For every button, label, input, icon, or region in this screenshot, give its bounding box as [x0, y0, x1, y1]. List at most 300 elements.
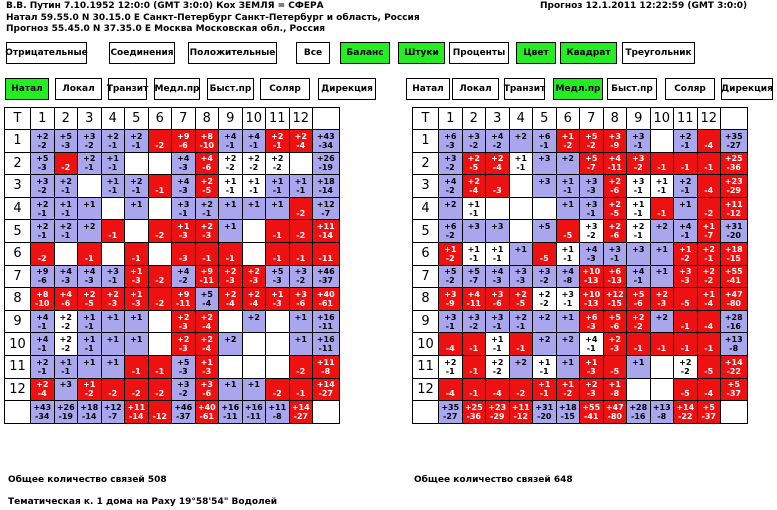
totals-cell-11[interactable] — [266, 401, 290, 424]
house-2-cell-7[interactable] — [172, 152, 196, 175]
house-12-cell-3[interactable] — [486, 378, 510, 401]
house-1-cell-10[interactable] — [650, 130, 674, 153]
house-2-cell-5[interactable] — [125, 152, 149, 175]
house-9-cell-12[interactable] — [289, 310, 313, 333]
house-3-cell-9[interactable] — [627, 175, 651, 198]
house-3-cell-10[interactable] — [242, 175, 266, 198]
house-11-cell-13[interactable] — [313, 355, 340, 378]
house-4-cell-3[interactable] — [486, 197, 510, 220]
house-12-cell-8[interactable] — [195, 378, 219, 401]
house-6-cell-13[interactable] — [313, 242, 340, 265]
house-1-cell-3[interactable] — [486, 130, 510, 153]
house-4-cell-11[interactable] — [266, 197, 290, 220]
house-7-cell-4[interactable] — [509, 265, 533, 288]
house-11-cell-6[interactable] — [556, 355, 580, 378]
house-12-cell-1[interactable] — [439, 378, 463, 401]
house-6-cell-7[interactable] — [172, 242, 196, 265]
house-4-cell-6[interactable] — [556, 197, 580, 220]
house-1-cell-10[interactable] — [242, 130, 266, 153]
house-1-cell-12[interactable] — [289, 130, 313, 153]
house-10-cell-12[interactable] — [289, 333, 313, 356]
house-2-cell-11[interactable] — [266, 152, 290, 175]
house-5-cell-1[interactable] — [31, 220, 55, 243]
house-3-cell-4[interactable] — [101, 175, 125, 198]
right-chart-button-6[interactable]: Соляр — [665, 78, 715, 100]
house-3-cell-7[interactable] — [580, 175, 604, 198]
house-11-cell-3[interactable] — [486, 355, 510, 378]
house-4-cell-8[interactable] — [603, 197, 627, 220]
house-5-cell-6[interactable] — [556, 220, 580, 243]
filter-button-5[interactable]: Баланс — [340, 42, 390, 64]
totals-cell-12[interactable] — [697, 401, 721, 424]
house-8-cell-2[interactable] — [54, 288, 78, 311]
house-12-cell-2[interactable] — [462, 378, 486, 401]
house-11-cell-5[interactable] — [125, 355, 149, 378]
house-6-cell-11[interactable] — [674, 242, 698, 265]
house-9-cell-10[interactable] — [650, 310, 674, 333]
house-9-cell-2[interactable] — [54, 310, 78, 333]
house-6-cell-1[interactable] — [31, 242, 55, 265]
house-12-cell-12[interactable] — [289, 378, 313, 401]
house-9-cell-10[interactable] — [242, 310, 266, 333]
house-4-cell-8[interactable] — [195, 197, 219, 220]
house-6-cell-12[interactable] — [289, 242, 313, 265]
house-5-cell-11[interactable] — [266, 220, 290, 243]
house-3-cell-7[interactable] — [172, 175, 196, 198]
totals-cell-3[interactable] — [78, 401, 102, 424]
house-2-cell-13[interactable] — [313, 152, 340, 175]
house-5-cell-12[interactable] — [289, 220, 313, 243]
house-11-cell-2[interactable] — [54, 355, 78, 378]
house-5-cell-13[interactable] — [313, 220, 340, 243]
house-2-cell-10[interactable] — [650, 152, 674, 175]
house-7-cell-6[interactable] — [148, 265, 172, 288]
totals-cell-4[interactable] — [509, 401, 533, 424]
house-9-cell-11[interactable] — [266, 310, 290, 333]
house-3-cell-12[interactable] — [289, 175, 313, 198]
house-8-cell-3[interactable] — [78, 288, 102, 311]
house-2-cell-6[interactable] — [556, 152, 580, 175]
house-12-cell-12[interactable] — [697, 378, 721, 401]
house-2-cell-10[interactable] — [242, 152, 266, 175]
house-12-cell-8[interactable] — [603, 378, 627, 401]
house-9-cell-1[interactable] — [31, 310, 55, 333]
house-6-cell-5[interactable] — [125, 242, 149, 265]
house-12-cell-6[interactable] — [556, 378, 580, 401]
house-2-cell-3[interactable] — [486, 152, 510, 175]
house-2-cell-6[interactable] — [148, 152, 172, 175]
house-1-cell-4[interactable] — [509, 130, 533, 153]
house-2-cell-9[interactable] — [219, 152, 243, 175]
house-5-cell-4[interactable] — [509, 220, 533, 243]
house-6-cell-6[interactable] — [556, 242, 580, 265]
house-1-cell-5[interactable] — [533, 130, 557, 153]
house-1-cell-7[interactable] — [580, 130, 604, 153]
house-1-cell-2[interactable] — [54, 130, 78, 153]
house-12-cell-13[interactable] — [313, 378, 340, 401]
house-6-cell-6[interactable] — [148, 242, 172, 265]
house-1-cell-12[interactable] — [697, 130, 721, 153]
house-8-cell-6[interactable] — [556, 288, 580, 311]
house-10-cell-9[interactable] — [627, 333, 651, 356]
totals-cell-9[interactable] — [627, 401, 651, 424]
house-11-cell-11[interactable] — [266, 355, 290, 378]
house-9-cell-5[interactable] — [125, 310, 149, 333]
house-12-cell-6[interactable] — [148, 378, 172, 401]
house-6-cell-8[interactable] — [603, 242, 627, 265]
house-3-cell-2[interactable] — [462, 175, 486, 198]
house-9-cell-7[interactable] — [580, 310, 604, 333]
house-8-cell-8[interactable] — [603, 288, 627, 311]
house-8-cell-12[interactable] — [289, 288, 313, 311]
house-4-cell-5[interactable] — [125, 197, 149, 220]
house-9-cell-12[interactable] — [697, 310, 721, 333]
house-4-cell-5[interactable] — [533, 197, 557, 220]
house-3-cell-10[interactable] — [650, 175, 674, 198]
house-9-cell-7[interactable] — [172, 310, 196, 333]
house-11-cell-11[interactable] — [674, 355, 698, 378]
house-7-cell-8[interactable] — [603, 265, 627, 288]
house-10-cell-5[interactable] — [533, 333, 557, 356]
house-1-cell-11[interactable] — [674, 130, 698, 153]
house-5-cell-7[interactable] — [172, 220, 196, 243]
house-8-cell-11[interactable] — [674, 288, 698, 311]
totals-cell-4[interactable] — [101, 401, 125, 424]
house-3-cell-5[interactable] — [533, 175, 557, 198]
filter-button-1[interactable]: Отрицательные — [6, 42, 87, 64]
house-3-cell-1[interactable] — [439, 175, 463, 198]
house-11-cell-13[interactable] — [721, 355, 748, 378]
house-8-cell-11[interactable] — [266, 288, 290, 311]
house-12-cell-5[interactable] — [125, 378, 149, 401]
house-2-cell-8[interactable] — [195, 152, 219, 175]
house-3-cell-9[interactable] — [219, 175, 243, 198]
house-7-cell-7[interactable] — [580, 265, 604, 288]
house-11-cell-12[interactable] — [697, 355, 721, 378]
house-11-cell-5[interactable] — [533, 355, 557, 378]
house-10-cell-2[interactable] — [54, 333, 78, 356]
house-6-cell-8[interactable] — [195, 242, 219, 265]
house-2-cell-1[interactable] — [439, 152, 463, 175]
house-12-cell-7[interactable] — [580, 378, 604, 401]
house-1-cell-8[interactable] — [195, 130, 219, 153]
house-9-cell-5[interactable] — [533, 310, 557, 333]
house-2-cell-1[interactable] — [31, 152, 55, 175]
house-7-cell-1[interactable] — [439, 265, 463, 288]
house-11-cell-6[interactable] — [148, 355, 172, 378]
house-4-cell-12[interactable] — [697, 197, 721, 220]
house-12-cell-2[interactable] — [54, 378, 78, 401]
house-5-cell-9[interactable] — [627, 220, 651, 243]
house-8-cell-5[interactable] — [125, 288, 149, 311]
house-5-cell-6[interactable] — [148, 220, 172, 243]
house-12-cell-5[interactable] — [533, 378, 557, 401]
house-4-cell-3[interactable] — [78, 197, 102, 220]
house-6-cell-2[interactable] — [462, 242, 486, 265]
house-8-cell-10[interactable] — [650, 288, 674, 311]
house-6-cell-4[interactable] — [509, 242, 533, 265]
house-10-cell-4[interactable] — [101, 333, 125, 356]
house-10-cell-8[interactable] — [195, 333, 219, 356]
house-7-cell-2[interactable] — [462, 265, 486, 288]
house-8-cell-4[interactable] — [509, 288, 533, 311]
filter-button-4[interactable]: Все — [296, 42, 330, 64]
house-9-cell-9[interactable] — [219, 310, 243, 333]
house-5-cell-7[interactable] — [580, 220, 604, 243]
house-2-cell-3[interactable] — [78, 152, 102, 175]
right-chart-button-7[interactable]: Дирекция — [721, 78, 773, 100]
house-1-cell-13[interactable] — [313, 130, 340, 153]
house-6-cell-3[interactable] — [486, 242, 510, 265]
house-5-cell-2[interactable] — [54, 220, 78, 243]
house-5-cell-5[interactable] — [533, 220, 557, 243]
house-7-cell-3[interactable] — [78, 265, 102, 288]
house-11-cell-2[interactable] — [462, 355, 486, 378]
right-chart-button-4[interactable]: Медл.пр — [553, 78, 603, 100]
house-5-cell-11[interactable] — [674, 220, 698, 243]
house-8-cell-9[interactable] — [627, 288, 651, 311]
house-8-cell-1[interactable] — [439, 288, 463, 311]
house-12-cell-7[interactable] — [172, 378, 196, 401]
filter-button-2[interactable]: Соединения — [109, 42, 175, 64]
house-7-cell-10[interactable] — [650, 265, 674, 288]
filter-button-7[interactable]: Проценты — [449, 42, 509, 64]
house-6-cell-10[interactable] — [650, 242, 674, 265]
house-7-cell-11[interactable] — [674, 265, 698, 288]
house-3-cell-8[interactable] — [195, 175, 219, 198]
house-3-cell-13[interactable] — [313, 175, 340, 198]
house-7-cell-13[interactable] — [313, 265, 340, 288]
house-11-cell-1[interactable] — [439, 355, 463, 378]
house-4-cell-4[interactable] — [101, 197, 125, 220]
house-10-cell-10[interactable] — [650, 333, 674, 356]
filter-button-8[interactable]: Цвет — [516, 42, 556, 64]
house-3-cell-13[interactable] — [721, 175, 748, 198]
house-10-cell-13[interactable] — [313, 333, 340, 356]
house-1-cell-11[interactable] — [266, 130, 290, 153]
house-4-cell-2[interactable] — [462, 197, 486, 220]
house-7-cell-2[interactable] — [54, 265, 78, 288]
house-6-cell-1[interactable] — [439, 242, 463, 265]
house-1-cell-1[interactable] — [31, 130, 55, 153]
filter-button-3[interactable]: Положительные — [188, 42, 277, 64]
house-6-cell-13[interactable] — [721, 242, 748, 265]
house-9-cell-13[interactable] — [721, 310, 748, 333]
house-10-cell-5[interactable] — [125, 333, 149, 356]
house-12-cell-1[interactable] — [31, 378, 55, 401]
house-3-cell-6[interactable] — [556, 175, 580, 198]
house-2-cell-12[interactable] — [289, 152, 313, 175]
house-4-cell-11[interactable] — [674, 197, 698, 220]
house-10-cell-3[interactable] — [78, 333, 102, 356]
house-3-cell-11[interactable] — [266, 175, 290, 198]
house-11-cell-3[interactable] — [78, 355, 102, 378]
house-3-cell-6[interactable] — [148, 175, 172, 198]
house-10-cell-11[interactable] — [674, 333, 698, 356]
left-chart-button-3[interactable]: Транзит — [108, 78, 147, 100]
house-6-cell-9[interactable] — [627, 242, 651, 265]
house-10-cell-7[interactable] — [580, 333, 604, 356]
house-10-cell-1[interactable] — [31, 333, 55, 356]
house-10-cell-12[interactable] — [697, 333, 721, 356]
house-2-cell-2[interactable] — [462, 152, 486, 175]
house-11-cell-4[interactable] — [509, 355, 533, 378]
right-chart-button-2[interactable]: Локал — [452, 78, 499, 100]
house-9-cell-6[interactable] — [148, 310, 172, 333]
house-5-cell-10[interactable] — [650, 220, 674, 243]
house-8-cell-10[interactable] — [242, 288, 266, 311]
house-10-cell-4[interactable] — [509, 333, 533, 356]
house-2-cell-9[interactable] — [627, 152, 651, 175]
house-6-cell-7[interactable] — [580, 242, 604, 265]
totals-cell-13[interactable] — [313, 401, 340, 424]
totals-cell-7[interactable] — [172, 401, 196, 424]
house-9-cell-4[interactable] — [101, 310, 125, 333]
house-7-cell-12[interactable] — [697, 265, 721, 288]
left-chart-button-1[interactable]: Натал — [5, 78, 49, 100]
house-2-cell-4[interactable] — [101, 152, 125, 175]
house-4-cell-7[interactable] — [172, 197, 196, 220]
house-9-cell-8[interactable] — [603, 310, 627, 333]
house-12-cell-4[interactable] — [509, 378, 533, 401]
house-3-cell-2[interactable] — [54, 175, 78, 198]
right-chart-button-3[interactable]: Транзит — [504, 78, 545, 100]
house-12-cell-3[interactable] — [78, 378, 102, 401]
house-8-cell-13[interactable] — [313, 288, 340, 311]
house-9-cell-3[interactable] — [486, 310, 510, 333]
house-1-cell-3[interactable] — [78, 130, 102, 153]
totals-cell-2[interactable] — [54, 401, 78, 424]
house-11-cell-4[interactable] — [101, 355, 125, 378]
totals-cell-13[interactable] — [721, 401, 748, 424]
house-11-cell-12[interactable] — [289, 355, 313, 378]
house-1-cell-5[interactable] — [125, 130, 149, 153]
totals-cell-9[interactable] — [219, 401, 243, 424]
house-4-cell-13[interactable] — [721, 197, 748, 220]
house-11-cell-9[interactable] — [627, 355, 651, 378]
totals-cell-1[interactable] — [31, 401, 55, 424]
house-9-cell-6[interactable] — [556, 310, 580, 333]
house-11-cell-7[interactable] — [580, 355, 604, 378]
house-11-cell-7[interactable] — [172, 355, 196, 378]
house-5-cell-12[interactable] — [697, 220, 721, 243]
house-3-cell-1[interactable] — [31, 175, 55, 198]
house-2-cell-4[interactable] — [509, 152, 533, 175]
house-4-cell-6[interactable] — [148, 197, 172, 220]
house-3-cell-4[interactable] — [509, 175, 533, 198]
house-4-cell-1[interactable] — [439, 197, 463, 220]
house-6-cell-9[interactable] — [219, 242, 243, 265]
house-12-cell-4[interactable] — [101, 378, 125, 401]
totals-cell-1[interactable] — [439, 401, 463, 424]
house-10-cell-10[interactable] — [242, 333, 266, 356]
totals-cell-8[interactable] — [603, 401, 627, 424]
house-1-cell-6[interactable] — [556, 130, 580, 153]
filter-button-6[interactable]: Штуки — [398, 42, 445, 64]
house-6-cell-10[interactable] — [242, 242, 266, 265]
house-7-cell-6[interactable] — [556, 265, 580, 288]
house-4-cell-10[interactable] — [650, 197, 674, 220]
house-7-cell-9[interactable] — [219, 265, 243, 288]
house-3-cell-5[interactable] — [125, 175, 149, 198]
house-11-cell-9[interactable] — [219, 355, 243, 378]
house-10-cell-9[interactable] — [219, 333, 243, 356]
house-9-cell-9[interactable] — [627, 310, 651, 333]
house-2-cell-13[interactable] — [721, 152, 748, 175]
right-chart-button-1[interactable]: Натал — [406, 78, 450, 100]
house-10-cell-6[interactable] — [148, 333, 172, 356]
house-5-cell-10[interactable] — [242, 220, 266, 243]
house-9-cell-13[interactable] — [313, 310, 340, 333]
house-2-cell-11[interactable] — [674, 152, 698, 175]
house-6-cell-11[interactable] — [266, 242, 290, 265]
totals-cell-6[interactable] — [556, 401, 580, 424]
house-7-cell-13[interactable] — [721, 265, 748, 288]
left-chart-button-7[interactable]: Дирекция — [318, 78, 376, 100]
house-2-cell-12[interactable] — [697, 152, 721, 175]
left-chart-button-5[interactable]: Быст.пр — [207, 78, 254, 100]
right-chart-button-5[interactable]: Быст.пр — [607, 78, 657, 100]
house-9-cell-8[interactable] — [195, 310, 219, 333]
house-8-cell-4[interactable] — [101, 288, 125, 311]
left-chart-button-2[interactable]: Локал — [55, 78, 102, 100]
house-2-cell-2[interactable] — [54, 152, 78, 175]
house-4-cell-12[interactable] — [289, 197, 313, 220]
house-8-cell-13[interactable] — [721, 288, 748, 311]
house-1-cell-9[interactable] — [219, 130, 243, 153]
house-10-cell-8[interactable] — [603, 333, 627, 356]
house-6-cell-3[interactable] — [78, 242, 102, 265]
totals-cell-6[interactable] — [148, 401, 172, 424]
house-7-cell-12[interactable] — [289, 265, 313, 288]
house-11-cell-10[interactable] — [242, 355, 266, 378]
house-5-cell-3[interactable] — [486, 220, 510, 243]
totals-cell-12[interactable] — [289, 401, 313, 424]
house-6-cell-4[interactable] — [101, 242, 125, 265]
house-11-cell-10[interactable] — [650, 355, 674, 378]
house-6-cell-5[interactable] — [533, 242, 557, 265]
house-11-cell-8[interactable] — [603, 355, 627, 378]
house-7-cell-5[interactable] — [533, 265, 557, 288]
house-7-cell-7[interactable] — [172, 265, 196, 288]
house-4-cell-7[interactable] — [580, 197, 604, 220]
house-3-cell-12[interactable] — [697, 175, 721, 198]
house-12-cell-9[interactable] — [219, 378, 243, 401]
house-1-cell-8[interactable] — [603, 130, 627, 153]
house-6-cell-2[interactable] — [54, 242, 78, 265]
house-5-cell-5[interactable] — [125, 220, 149, 243]
house-5-cell-3[interactable] — [78, 220, 102, 243]
house-8-cell-3[interactable] — [486, 288, 510, 311]
house-3-cell-3[interactable] — [78, 175, 102, 198]
house-12-cell-11[interactable] — [674, 378, 698, 401]
house-10-cell-3[interactable] — [486, 333, 510, 356]
house-1-cell-9[interactable] — [627, 130, 651, 153]
totals-cell-10[interactable] — [650, 401, 674, 424]
house-8-cell-7[interactable] — [580, 288, 604, 311]
house-10-cell-1[interactable] — [439, 333, 463, 356]
house-8-cell-8[interactable] — [195, 288, 219, 311]
house-4-cell-10[interactable] — [242, 197, 266, 220]
filter-button-10[interactable]: Треугольник — [622, 42, 695, 64]
house-10-cell-2[interactable] — [462, 333, 486, 356]
house-9-cell-2[interactable] — [462, 310, 486, 333]
totals-cell-2[interactable] — [462, 401, 486, 424]
house-5-cell-8[interactable] — [195, 220, 219, 243]
house-5-cell-4[interactable] — [101, 220, 125, 243]
house-7-cell-11[interactable] — [266, 265, 290, 288]
house-5-cell-2[interactable] — [462, 220, 486, 243]
